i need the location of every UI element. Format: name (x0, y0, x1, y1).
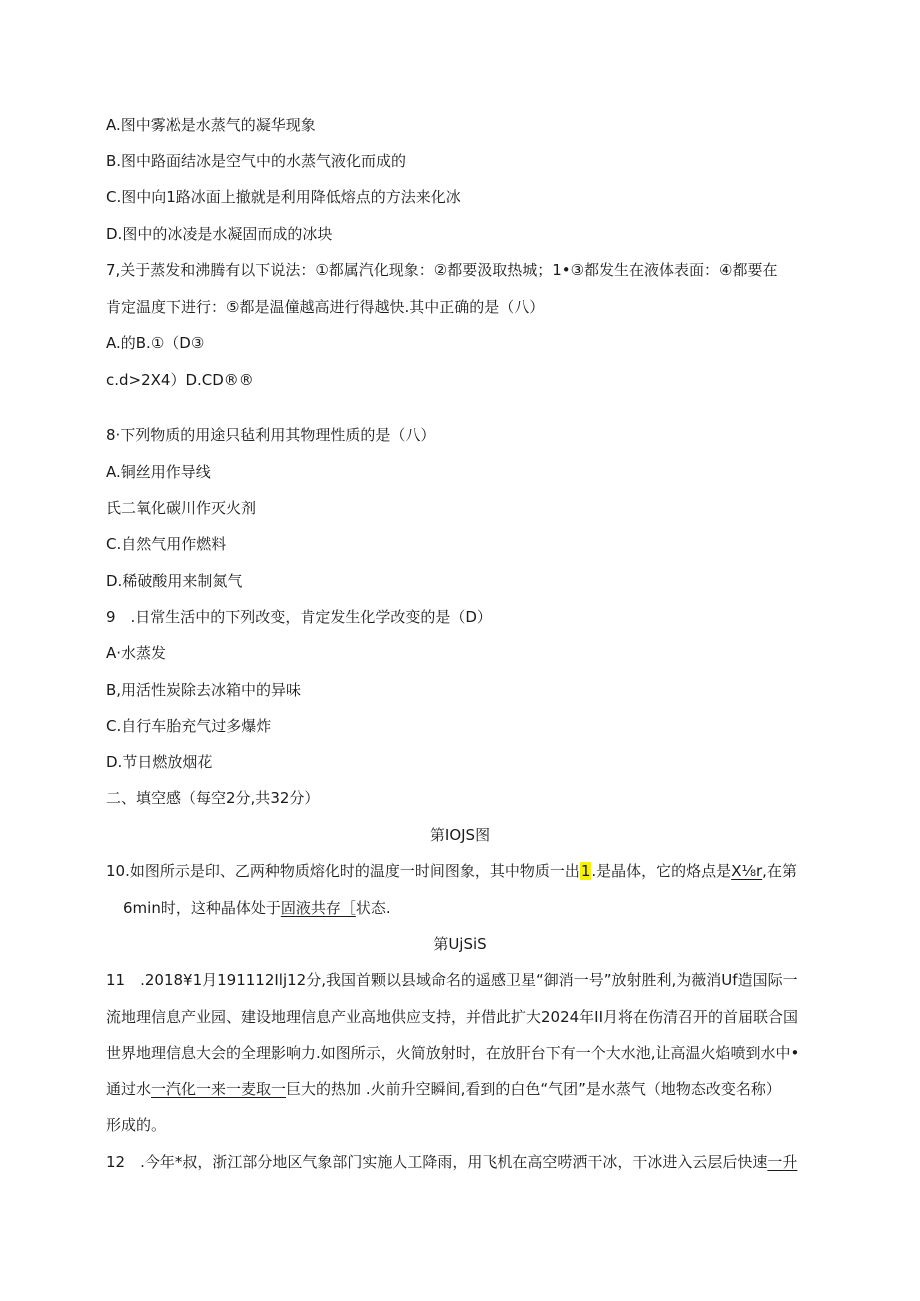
q6-option-a: A.图中雾凇是水蒸气的凝华现象 (106, 116, 316, 134)
q10-line1 (106, 860, 820, 882)
q11-line1: 11 .2018¥1月191112Ilj12分,我国首颗以县域命名的遥感卫星“御消一号”放射胜利,为薇消Uf造国际一 (106, 971, 798, 989)
q11-line2: 流地理信息产业园、建设地理信息产业高地供应支持，并借此扩大2024年II月将在伤清召开的首届联合国 (106, 1008, 799, 1026)
q11-line3: 世界地理信息大会的全理影响力.如图所示，火简放射时，在放肝台下有一个大水池,让高温火焰喷到水中• (106, 1044, 800, 1062)
q7-option-ab: A.的B.①（D③ (106, 334, 205, 352)
figure-10-caption: 第IOJS图 (429, 826, 491, 844)
q9-option-a: A·水蒸发 (106, 644, 167, 662)
q10-text-e: 状态. (355, 899, 391, 917)
q9-stem: 9 .日常生活中的下列改变，肯定发生化学改变的是（D） (106, 608, 492, 626)
q6-option-d: D.图中的冰凌是水凝固而成的冰块 (106, 225, 333, 243)
q7-stem-line2: 肯定温度下进行：⑤都是温僮越高进行得越快.其中正确的是（八） (106, 298, 545, 316)
q11-line5: 形成的。 (106, 1116, 167, 1134)
q9-option-d: D.节日燃放烟花 (106, 753, 213, 771)
q12-line1 (106, 1151, 820, 1173)
q8-option-a: A.铜丝用作导线 (106, 463, 211, 481)
q12-text-a: 12 .今年*叔，浙江部分地区气象部门实施人工降雨，用飞机在高空唠洒干冰，干冰进入云层后快速 (106, 1153, 768, 1171)
q7-stem-line1: 7,关于蒸发和沸腾有以下说法：①都属汽化现象：②都要汲取热城；1•③都发生在液体表面：④都要在 (106, 261, 778, 279)
q10-text-a: 10.如图所示是印、乙两种物质熔化时的温度一时间图象，其中物质一出 (106, 862, 580, 880)
q10-text-b: .是晶体，它的烙点是 (591, 862, 732, 880)
q12-answer-sublimate: 一升 (767, 1153, 798, 1171)
q10-state-answer: 固液共存［ (280, 899, 356, 917)
q9-option-b: B,用活性炭除去冰箱中的异味 (106, 681, 302, 699)
q11-text-b: 巨大的热加 .火前升空瞬间,看到的白色“气团”是水蒸气（地物态改变名称） (286, 1080, 781, 1098)
q10-highlighted-answer: 1 (580, 862, 591, 880)
q11-answer-vaporize: 一汽化一来 (151, 1080, 227, 1098)
q8-option-c: C.自然气用作燃料 (106, 535, 227, 553)
q11-text-a: 通过水 (106, 1080, 152, 1098)
q10-melting-point-answer: X⅛r (731, 862, 763, 880)
section-heading: 二、填空感（每空2分,共32分） (106, 789, 320, 807)
q8-option-b: 氏二氧化碳川作灭火剂 (106, 499, 257, 517)
q11-answer-absorb: 一麦取一 (226, 1080, 287, 1098)
q6-option-c: C.图中向1路冰面上撤就是利用降低熔点的方法来化冰 (106, 188, 461, 206)
q9-option-c: C.自行车胎充气过多爆炸 (106, 717, 272, 735)
figure-11-caption: 第UjSiS (433, 935, 487, 953)
q10-text-c: ,在第 (762, 862, 797, 880)
q8-stem: 8·下列物质的用途只毡利用其物理性质的是（八） (106, 426, 436, 444)
q8-option-d: D.稀破酸用来制氮气 (106, 572, 243, 590)
q7-option-cd: c.d>2X4）D.CD®® (106, 371, 254, 389)
q11-line4 (106, 1078, 820, 1100)
q10-line2 (123, 897, 820, 919)
q10-text-d: 6min时，这种晶体处于 (123, 899, 281, 917)
q6-option-b: B.图中路面结冰是空气中的水蒸气液化而成的 (106, 152, 407, 170)
